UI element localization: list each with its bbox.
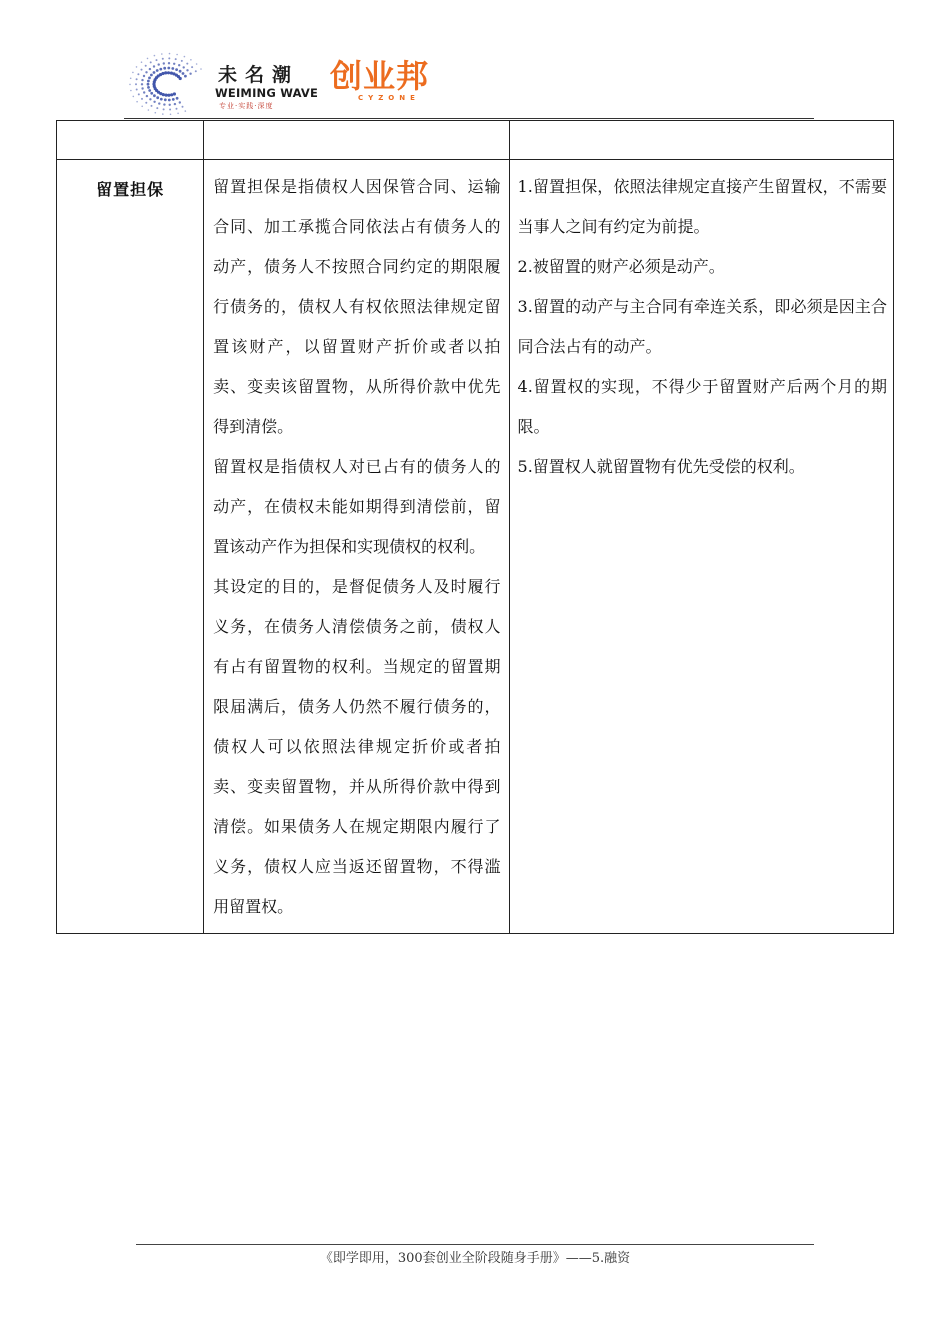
table-cell bbox=[509, 121, 893, 160]
logo-dot bbox=[149, 98, 151, 100]
logo-dot bbox=[163, 67, 166, 70]
logo-dot bbox=[169, 104, 171, 106]
logo-dot bbox=[176, 54, 178, 56]
logo-dot bbox=[176, 108, 178, 110]
footer-divider bbox=[136, 1244, 814, 1245]
page-header bbox=[0, 0, 950, 122]
definition-paragraph: 其设定的目的，是督促债务人及时履行义务，在债务人清偿债务之前，债权人有占有留置物的权利。当规定的留置期限届满后，债务人仍然不履行债务的，债权人可以依照法律规定折价或者拍卖、变卖留置物，并从所得价款中得到清偿。如果债务人在规定期限内履行了义务，债权人应当返还留置物，不得滥用留置权。 bbox=[213, 577, 501, 916]
logo-dot bbox=[200, 68, 202, 70]
logo-dot bbox=[141, 98, 143, 100]
logo-dot bbox=[162, 58, 164, 60]
logo-dot bbox=[173, 92, 176, 95]
logo-dot bbox=[171, 67, 174, 70]
logo-dot bbox=[158, 63, 160, 65]
logo-dot bbox=[156, 69, 159, 72]
logo-dot bbox=[158, 102, 160, 104]
logo-dot bbox=[190, 59, 192, 61]
logo-dot bbox=[173, 63, 175, 65]
logo-dot bbox=[133, 96, 135, 98]
logo-dot bbox=[141, 79, 143, 81]
feature-item: 5.留置权人就留置物有优先受偿的权利。 bbox=[517, 457, 805, 476]
logo-dot bbox=[145, 71, 147, 73]
logo-dot bbox=[184, 56, 186, 58]
logo-dot bbox=[159, 68, 162, 71]
feature-item: 4.留置权的实现，不得少于留置财产后两个月的期限。 bbox=[517, 377, 887, 436]
logo-dot bbox=[153, 101, 155, 103]
logo-dot bbox=[156, 59, 158, 61]
content-table bbox=[56, 120, 894, 934]
logo-dot bbox=[168, 62, 170, 64]
logo-dot bbox=[153, 71, 156, 74]
logo-dot bbox=[148, 109, 150, 111]
logo-dot bbox=[186, 63, 188, 65]
logo-dot bbox=[168, 99, 171, 102]
logo-dot bbox=[136, 89, 138, 91]
brand-name-cn: 未名潮 bbox=[218, 64, 300, 86]
logo-dot bbox=[141, 87, 143, 89]
logo-dot bbox=[151, 105, 153, 107]
logo-dot bbox=[170, 93, 173, 96]
logo-dot bbox=[185, 110, 187, 112]
logo-dot bbox=[184, 75, 187, 78]
logo-dot bbox=[146, 95, 148, 97]
footer-title: 《即学即用，300套创业全阶段随身手册》——5.融资 bbox=[319, 1251, 631, 1266]
logo-dot bbox=[175, 68, 178, 71]
logo-dot bbox=[174, 103, 176, 105]
brand-name-en: WEIMING WAVE bbox=[215, 86, 319, 100]
logo-dot bbox=[150, 61, 152, 63]
logo-dot bbox=[186, 69, 188, 71]
logo-dot bbox=[164, 98, 167, 101]
logo-dot bbox=[176, 97, 179, 100]
logo-dot bbox=[161, 53, 163, 55]
logo-dot bbox=[143, 75, 145, 77]
logo-dot bbox=[135, 83, 137, 85]
logo-dot bbox=[172, 98, 175, 101]
logo-dot bbox=[132, 72, 134, 74]
logo-dot bbox=[163, 103, 165, 105]
logo-dot bbox=[153, 94, 156, 97]
logo-dot bbox=[147, 86, 150, 89]
logo-dot bbox=[183, 66, 185, 68]
logo-dot bbox=[179, 70, 182, 73]
logo-dot bbox=[161, 72, 164, 75]
logo-dot bbox=[129, 84, 131, 86]
feature-item: 1.留置担保，依照法律规定直接产生留置权，不需要当事人之间有约定为前提。 bbox=[517, 177, 887, 236]
logo-dot bbox=[178, 64, 180, 66]
logo-dot bbox=[179, 77, 182, 80]
logo-dot bbox=[141, 69, 143, 71]
logo-dot bbox=[168, 57, 170, 59]
wave-logo-icon bbox=[128, 52, 218, 116]
features-cell bbox=[509, 160, 893, 934]
logo-dot bbox=[163, 108, 165, 110]
logo-dot bbox=[164, 71, 167, 74]
table-row-empty bbox=[57, 121, 894, 160]
logo-dot bbox=[155, 112, 157, 114]
logo-dot bbox=[136, 101, 138, 103]
definition-cell bbox=[204, 160, 509, 934]
logo-dot bbox=[148, 89, 151, 92]
definition-paragraph: 留置担保是指债权人因保管合同、运输合同、加工承揽合同依法占有债务人的动产，债务人不按照合同约定的期限履行债务的，债权人有权依照法律规定留置该财产，以留置财产折价或者以拍卖、变卖该留置物，从所得价款中优先得到清偿。 bbox=[213, 177, 501, 436]
logo-dot bbox=[179, 101, 181, 103]
logo-dot bbox=[130, 90, 132, 92]
logo-dot bbox=[181, 60, 183, 62]
logo-dot bbox=[196, 63, 198, 65]
logo-dot bbox=[170, 114, 172, 116]
logo-dot bbox=[169, 53, 171, 55]
term-cell: 留置担保 bbox=[57, 160, 204, 934]
logo-dot bbox=[167, 67, 170, 70]
logo-dot bbox=[177, 113, 179, 115]
logo-dot bbox=[138, 93, 140, 95]
logo-dot bbox=[156, 107, 158, 109]
logo-dot bbox=[182, 106, 184, 108]
logo-dot bbox=[195, 70, 197, 72]
logo-dot bbox=[136, 78, 138, 80]
logo-dot bbox=[169, 109, 171, 111]
logo-dot bbox=[149, 68, 151, 70]
logo-dot bbox=[130, 78, 132, 80]
logo-dot bbox=[147, 58, 149, 60]
logo-dot bbox=[141, 61, 143, 63]
logo-dot bbox=[136, 66, 138, 68]
partner-logo-en: CYZONE bbox=[358, 94, 420, 102]
table-cell bbox=[204, 121, 509, 160]
logo-dot bbox=[191, 66, 193, 68]
logo-dot bbox=[154, 55, 156, 57]
logo-dot bbox=[148, 77, 151, 80]
feature-item: 3.留置的动产与主合同有牵连关系，即必须是因主合同合法占有的动产。 bbox=[517, 297, 887, 356]
logo-dot bbox=[182, 72, 185, 75]
logo-dot bbox=[167, 71, 170, 74]
logo-dot bbox=[165, 94, 168, 97]
logo-dot bbox=[147, 83, 150, 86]
partner-logo-cn: 创业邦 bbox=[330, 57, 430, 95]
logo-dot bbox=[162, 113, 164, 115]
header-divider bbox=[124, 118, 814, 119]
logo-dot bbox=[167, 94, 170, 97]
definition-paragraph: 留置权是指债权人对已占有的债务人的动产，在债权未能如期得到清偿前，留置该动产作为担保和实现债权的权利。 bbox=[213, 457, 501, 556]
logo-dot bbox=[145, 65, 147, 67]
logo-dot bbox=[153, 65, 155, 67]
table-row bbox=[57, 160, 894, 934]
logo-dot bbox=[150, 74, 153, 77]
logo-dot bbox=[143, 91, 145, 93]
logo-dot bbox=[141, 106, 143, 108]
logo-dot bbox=[145, 102, 147, 104]
feature-item: 2.被留置的财产必须是动产。 bbox=[517, 257, 725, 276]
table-cell bbox=[57, 121, 204, 160]
logo-dot bbox=[160, 98, 163, 101]
logo-dot bbox=[150, 92, 153, 95]
brand-tagline: 专业·实践·深度 bbox=[219, 102, 274, 110]
logo-dot bbox=[147, 80, 150, 83]
logo-dot bbox=[141, 83, 143, 85]
logo-dot bbox=[137, 73, 139, 75]
logo-dot bbox=[156, 96, 159, 99]
logo-dot bbox=[189, 73, 191, 75]
logo-dot bbox=[163, 62, 165, 64]
logo-dot bbox=[175, 58, 177, 60]
